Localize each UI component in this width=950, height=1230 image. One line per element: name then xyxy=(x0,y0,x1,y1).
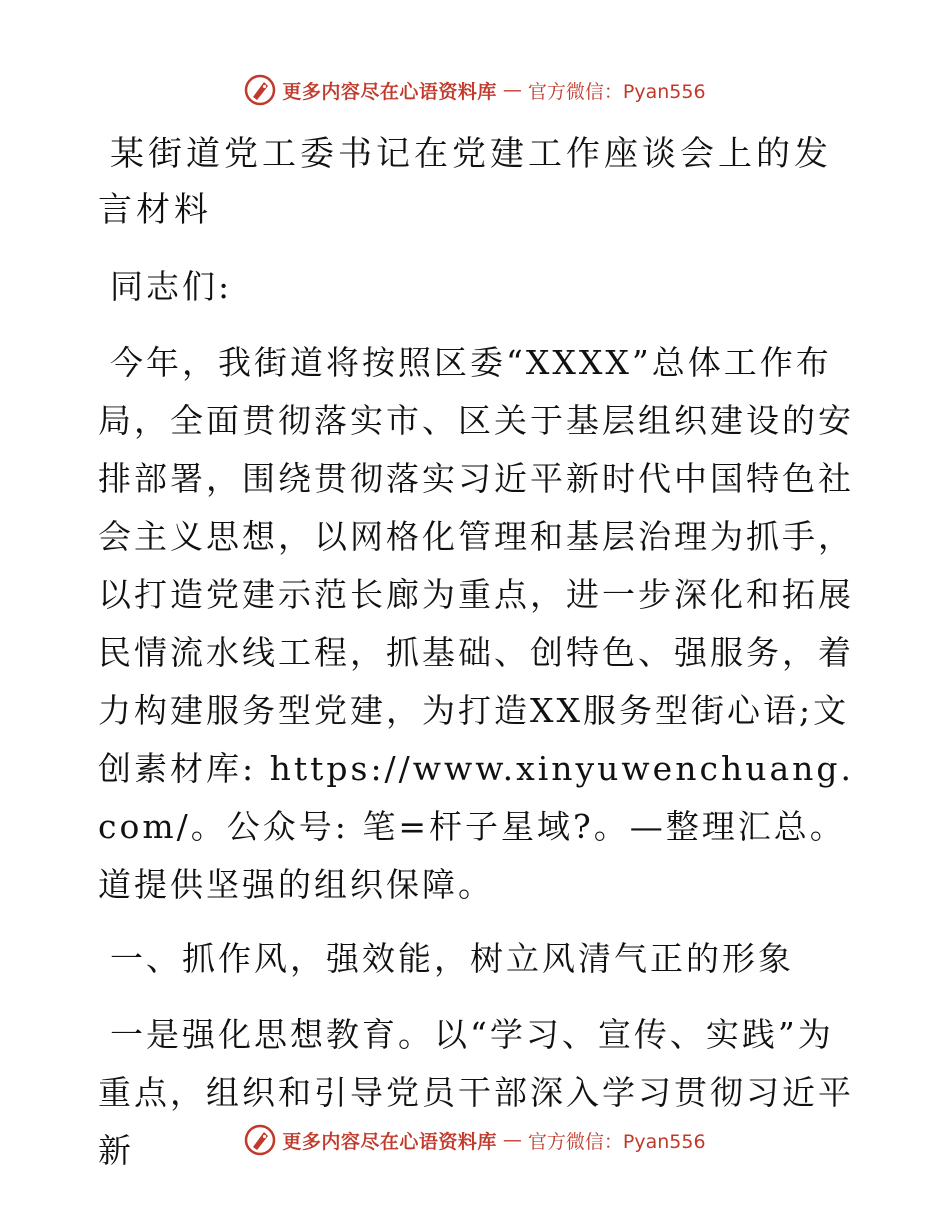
banner-wechat: 官方微信：Pyan556 xyxy=(527,80,706,103)
pen-nib-logo-icon xyxy=(244,1124,276,1156)
document-body xyxy=(98,126,868,1198)
pen-nib-logo-icon xyxy=(244,74,276,106)
document-title: 某街道党工委书记在党建工作座谈会上的发言材料 xyxy=(98,134,832,230)
salutation: 同志们: xyxy=(110,267,233,306)
banner-slogan: 更多内容尽在心语资料库 xyxy=(282,1130,497,1153)
section-heading-1: 一、抓作风，强效能，树立风清气正的形象 xyxy=(110,939,794,978)
intro-paragraph: 今年，我街道将按照区委“XXXX”总体工作布局，全面贯彻落实市、区关于基层组织建设的安排部署，围绕贯彻落实习近平新时代中国特色社会主义思想，以网格化管理和基层治理为抓手，以打造党建示范长廊为重点，进一步深化和拓展民情流水线工程，抓基础、创特色、强服务，着力构建服务型党建，为打造XX服务型街心语;文创素材库: https://www.xinyuwenchuang.com/。公众号: 笔=杆子星域?。—整理汇总。道提供坚强的组织保障。 xyxy=(98,343,854,904)
banner-dash: — xyxy=(502,79,522,101)
header-banner xyxy=(0,68,950,112)
banner-slogan: 更多内容尽在心语资料库 xyxy=(282,80,497,103)
footer-banner xyxy=(0,1118,950,1162)
section-1-paragraph-1: 一是强化思想教育。以“学习、宣传、实践”为重点，组织和引导党员干部深入学习贯彻习近平新 xyxy=(98,1015,854,1170)
banner-dash: — xyxy=(502,1129,522,1151)
banner-wechat: 官方微信：Pyan556 xyxy=(527,1130,706,1153)
